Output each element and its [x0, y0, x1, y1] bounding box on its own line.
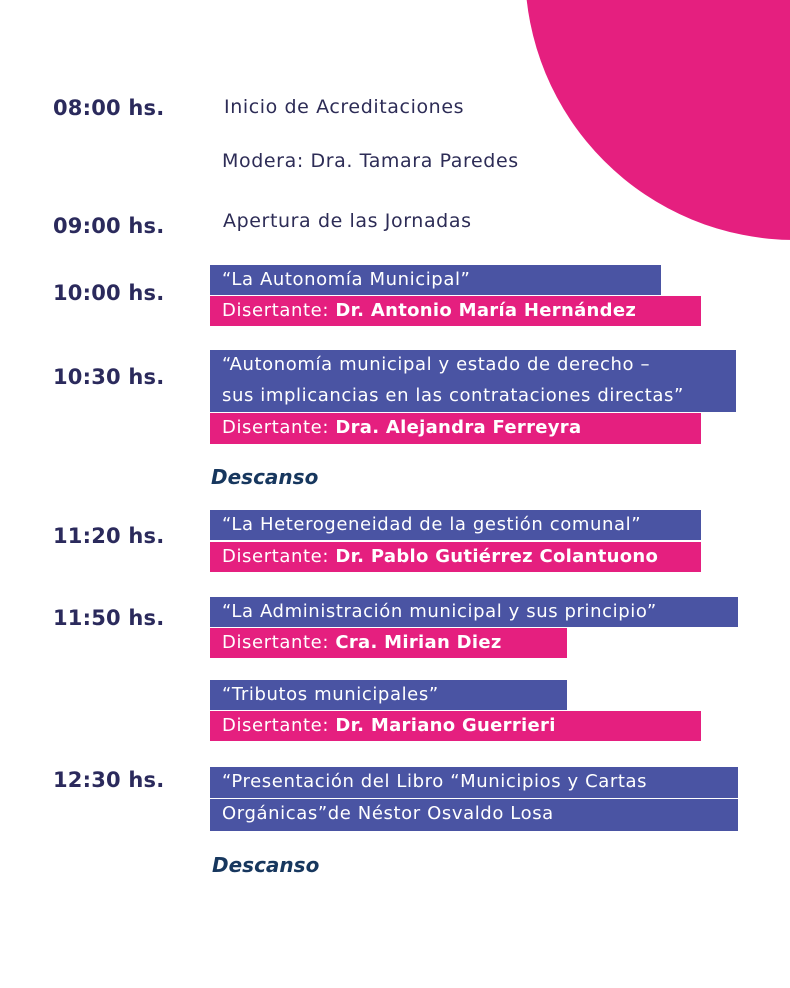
speaker-name: Cra. Mirian Diez	[335, 632, 502, 653]
time-1230: 12:30 hs.	[53, 768, 165, 792]
time-1150: 11:50 hs.	[53, 606, 165, 630]
speaker-line-1150	[210, 628, 567, 658]
speaker-prefix: Disertante:	[222, 546, 336, 567]
moderator-text: Modera: Dra. Tamara Paredes	[222, 150, 519, 172]
speaker-line-1030	[210, 413, 701, 444]
break-label-1: Descanso	[211, 465, 319, 489]
speaker-name: Dr. Mariano Guerrieri	[335, 715, 556, 736]
time-0800: 08:00 hs.	[53, 96, 165, 120]
speaker-line-tributos	[210, 711, 701, 741]
speaker-name: Dr. Pablo Gutiérrez Colantuono	[335, 546, 659, 567]
decorative-pink-circle	[525, 0, 790, 240]
time-1000: 10:00 hs.	[53, 281, 165, 305]
break-label-2: Descanso	[212, 853, 320, 877]
speaker-prefix: Disertante:	[222, 632, 336, 653]
activity-accreditation: Inicio de Acreditaciones	[224, 96, 465, 118]
time-1120: 11:20 hs.	[53, 524, 165, 548]
talk-title-heterogeneidad: “La Heterogeneidad de la gestión comunal”	[210, 510, 701, 540]
speaker-prefix: Disertante:	[222, 715, 336, 736]
speaker-name: Dra. Alejandra Ferreyra	[335, 417, 582, 438]
speaker-prefix: Disertante:	[222, 417, 336, 438]
speaker-line-1120	[210, 542, 701, 572]
speaker-name: Dr. Antonio María Hernández	[335, 300, 637, 321]
talk-title-estado-derecho-line-2: sus implicancias en las contrataciones directas”	[210, 381, 736, 412]
talk-title-presentacion-line-2: Orgánicas”de Néstor Osvaldo Losa	[210, 799, 738, 831]
speaker-line-1000	[210, 296, 701, 326]
talk-title-presentacion-line-1: “Presentación del Libro “Municipios y Cartas	[210, 767, 738, 798]
talk-title-autonomia: “La Autonomía Municipal”	[210, 265, 661, 295]
talk-title-administracion: “La Administración municipal y sus principio”	[210, 597, 738, 627]
time-0900: 09:00 hs.	[53, 214, 165, 238]
talk-title-estado-derecho-line-1: “Autonomía municipal y estado de derecho –	[210, 350, 736, 381]
activity-opening: Apertura de las Jornadas	[223, 210, 472, 232]
time-1030: 10:30 hs.	[53, 365, 165, 389]
speaker-prefix: Disertante:	[222, 300, 336, 321]
talk-title-tributos: “Tributos municipales”	[210, 680, 567, 710]
